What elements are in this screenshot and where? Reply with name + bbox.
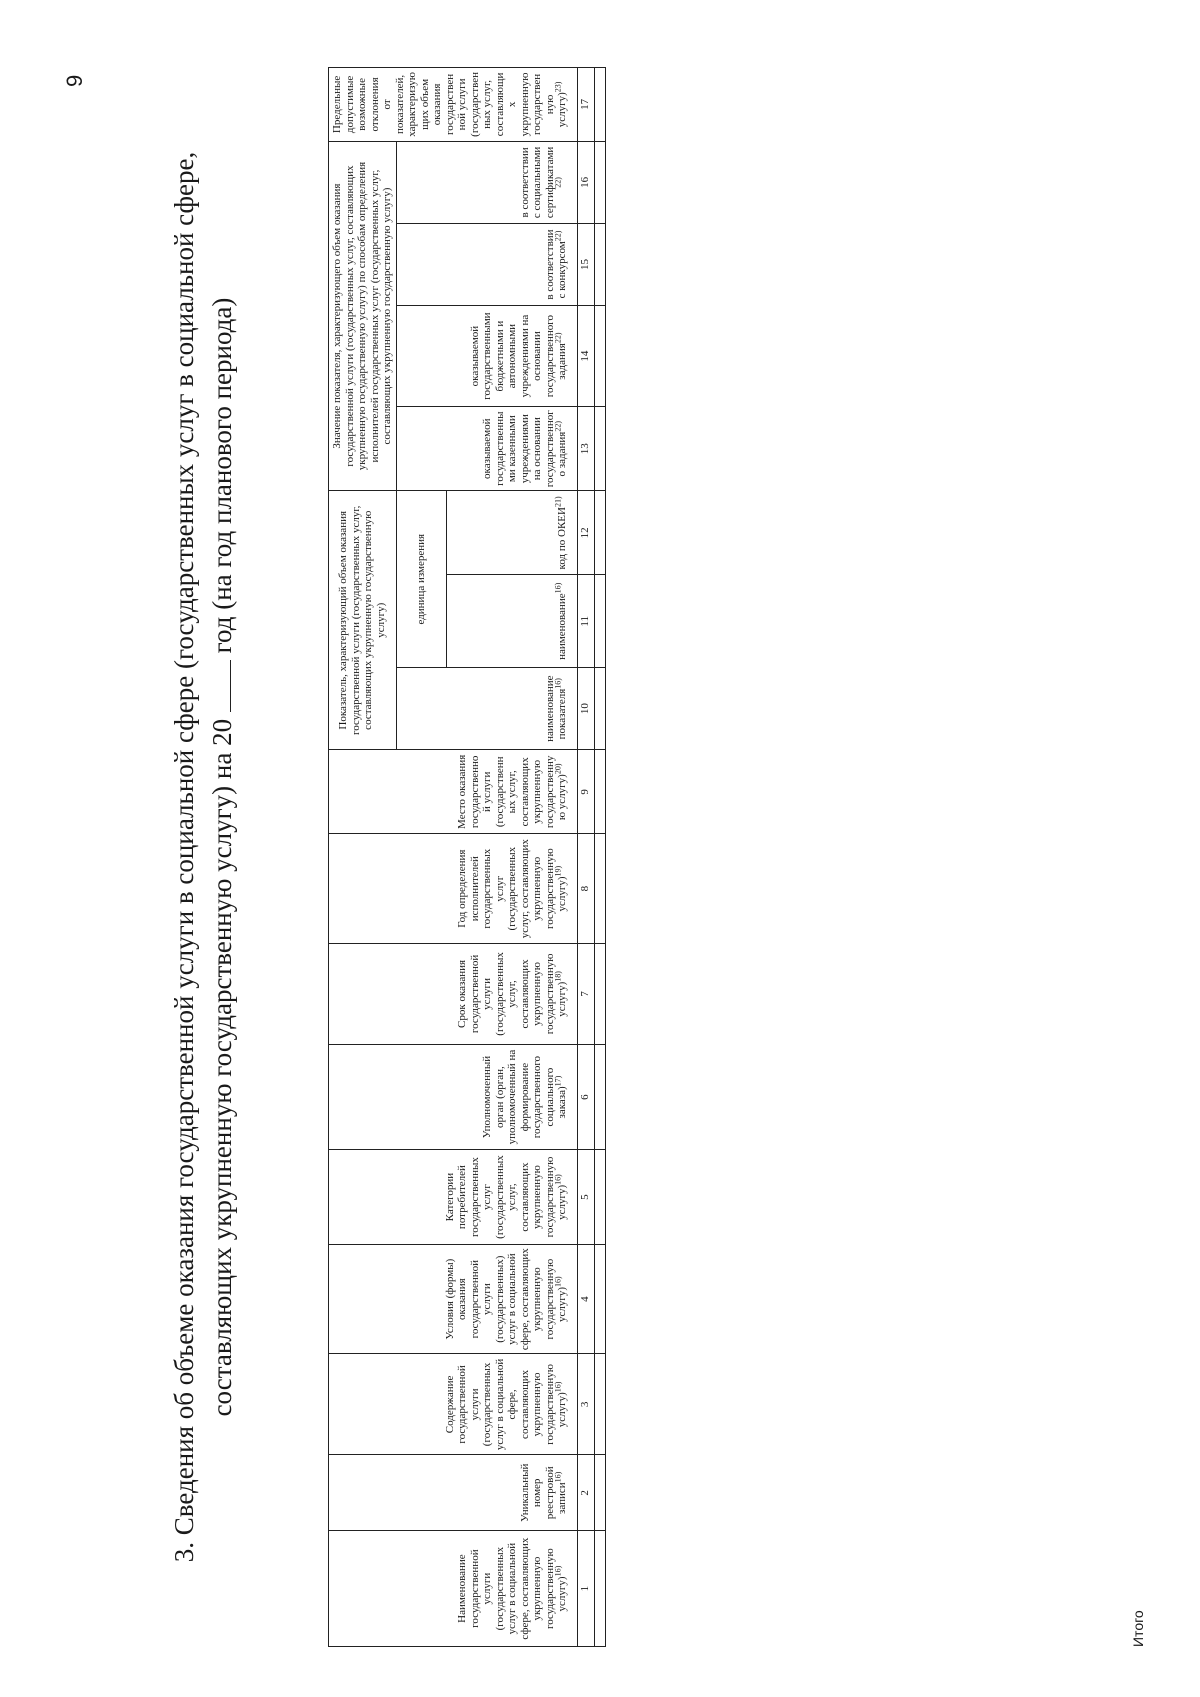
column-number: 6	[577, 1044, 594, 1149]
empty-data-row	[594, 68, 605, 1647]
header-group-indicator: Показатель, характеризующий объем оказания государственной услуги (государственных услуг, составляющих укрупненную государственную услугу)	[329, 491, 397, 750]
column-number: 3	[577, 1354, 594, 1455]
column-number: 12	[577, 491, 594, 575]
header-cell-6: Уполномоченный орган (орган, уполномоченный на формирование государственного социального заказа)$^{17)}$	[329, 1044, 578, 1149]
services-volume-table	[328, 67, 606, 1647]
column-number: 5	[577, 1150, 594, 1245]
column-number: 14	[577, 306, 594, 407]
column-number: 2	[577, 1455, 594, 1531]
header-cell-3: Содержание государственной услуги (государственных услуг в социальной сфере, составляющих укрупненную государственную услугу)$^{16)}$	[329, 1354, 578, 1455]
header-cell-10: наименование показателя$^{16)}$	[396, 668, 577, 750]
column-number: 10	[577, 668, 594, 750]
column-number: 8	[577, 834, 594, 943]
total-label: Итого	[1130, 1610, 1146, 1647]
header-cell-7: Срок оказания государственной услуги (государственных услуг, составляющих укрупненную государственную услугу)$^{18)}$	[329, 943, 578, 1044]
header-cell-16: в соответствии с социальными сертификатами$^{22)}$	[396, 141, 577, 223]
header-cell-17: Предельные допустимые возможные отклонения от показателей, характеризующих объем оказания государственной услуги (государственных услуг, составляющих укрупненную государственную услугу)$^{23)}$	[329, 68, 578, 142]
header-row-1	[329, 68, 397, 1647]
section-title	[165, 97, 241, 1617]
header-cell-4: Условия (формы) оказания государственной услуги (государственных) услуг в социальной сфере, составляющих укрупненную государственную услугу)$^{16)}$	[329, 1244, 578, 1353]
header-cell-15: в соответствии с конкурсом$^{22)}$	[396, 223, 577, 305]
header-cell-9: Место оказания государственной услуги (государственных услуг, составляющих укрупненную государственную услугу)$^{20)}$	[329, 750, 578, 834]
column-number: 9	[577, 750, 594, 834]
header-cell-11: наименование$^{16)}$	[446, 575, 577, 668]
header-cell-5: Категории потребителей государственных услуг (государственных услуг, составляющих укрупненную государственную услугу)$^{16)}$	[329, 1150, 578, 1245]
title-text-end: год (на год планового периода)	[207, 297, 237, 654]
column-number: 15	[577, 223, 594, 305]
column-number: 17	[577, 68, 594, 142]
header-cell-14: оказываемой государственными бюджетными и автономными учреждениями на основании государственного задания$^{22)}$	[396, 306, 577, 407]
header-cell-2: Уникальный номер реестровой записи$^{16)}$	[329, 1455, 578, 1531]
column-number: 11	[577, 575, 594, 668]
header-cell-8: Год определения исполнителей государственных услуг (государственных услуг, составляющих укрупненную государственную услугу)$^{19)}$	[329, 834, 578, 943]
title-text: 3. Сведения об объеме оказания государственной услуги в социальной сфере (государственных услуг в социальной сфере, составляющих укрупненную государственную услугу) на 20	[169, 151, 237, 1563]
column-number-row	[577, 68, 594, 1647]
year-blank	[208, 660, 231, 712]
page-number: 9	[62, 74, 87, 87]
header-cell-13: оказываемой государственными казенными учреждениями на основании государственного задания$^{22)}$	[396, 407, 577, 491]
header-cell-12: код по ОКЕИ$^{21)}$	[446, 491, 577, 575]
header-group-value: Значение показателя, характеризующего объем оказания государственной услуги (государственных услуг, составляющих укрупненную государственную услугу) по способам определения исполнителей государственных услуг (государственных услуг, составляющих укрупненную государственную услугу)	[329, 141, 397, 490]
column-number: 13	[577, 407, 594, 491]
header-cell-1: Наименование государственной услуги (государственных услуг в социальной сфере, составляющих укрупненную государственную услугу)$^{16)}$	[329, 1531, 578, 1647]
header-group-unit: единица измерения	[396, 491, 446, 668]
column-number: 16	[577, 141, 594, 223]
column-number: 7	[577, 943, 594, 1044]
column-number: 4	[577, 1244, 594, 1353]
column-number: 1	[577, 1531, 594, 1647]
